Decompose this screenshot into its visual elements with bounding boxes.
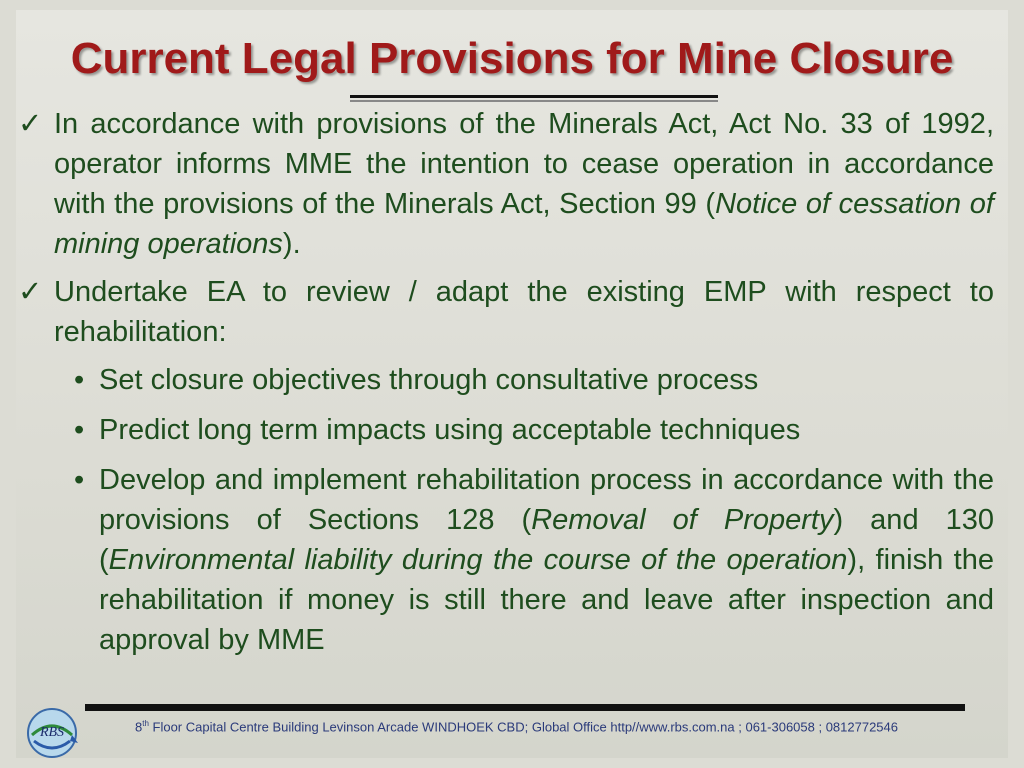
underline-light <box>350 100 718 102</box>
bullet-dot-icon: • <box>74 364 85 396</box>
italic-reference: Environmental liability during the course of the operation <box>108 544 848 576</box>
rbs-logo-icon <box>22 705 82 761</box>
slide-title: Current Legal Provisions for Mine Closure <box>70 34 954 83</box>
check-item-text <box>54 276 994 348</box>
text-segment: Undertake EA to review / adapt the existing EMP with respect to rehabilitation: <box>54 276 994 348</box>
logo-text: RBS <box>39 725 65 740</box>
footer-divider <box>85 704 965 711</box>
text-segment: ), finish the rehabilitation if money is still there and leave after inspection and approval by MME <box>99 544 994 656</box>
title-underline <box>350 95 718 102</box>
check-item-text <box>54 108 994 260</box>
bullet-item-1 <box>18 360 994 400</box>
checkmark-icon: ✓ <box>18 276 43 308</box>
text-segment: Develop and implement rehabilitation process in accordance with the provisions of Sections 128 ( <box>99 464 994 536</box>
text-segment: Predict long term impacts using acceptable techniques <box>99 414 801 446</box>
italic-reference: Removal of Property <box>531 504 834 536</box>
bullet-item-text <box>99 364 758 396</box>
check-item-1 <box>18 104 994 264</box>
bullet-item-text <box>99 414 800 446</box>
footer-floor-suffix: th <box>142 719 149 728</box>
footer-address <box>135 719 995 734</box>
bullet-item-2 <box>18 410 994 450</box>
bullet-item-3 <box>18 460 994 660</box>
italic-reference: Notice of cessation of mining operations <box>54 188 994 260</box>
text-segment: ). <box>282 228 301 260</box>
bullet-item-text <box>99 464 994 656</box>
underline-dark <box>350 95 718 98</box>
text-segment: Set closure objectives through consultative process <box>99 364 759 396</box>
text-segment: ) and 130 ( <box>99 504 994 576</box>
text-segment: In accordance with provisions of the Minerals Act, Act No. 33 of 1992, operator informs MME the intention to cease operation in accordance with the provisions of the Minerals Act, Section 99 ( <box>54 108 994 220</box>
bullet-dot-icon: • <box>74 464 85 496</box>
check-item-2 <box>18 272 994 352</box>
footer-floor: 8 <box>135 719 143 735</box>
bullet-dot-icon: • <box>74 414 85 446</box>
slide-content <box>18 104 994 670</box>
footer-address-text: Floor Capital Centre Building Levinson Arcade WINDHOEK CBD; Global Office http//www.rbs.com.na ; 061-306058 ; 0812772546 <box>148 719 898 735</box>
checkmark-icon: ✓ <box>18 108 43 140</box>
